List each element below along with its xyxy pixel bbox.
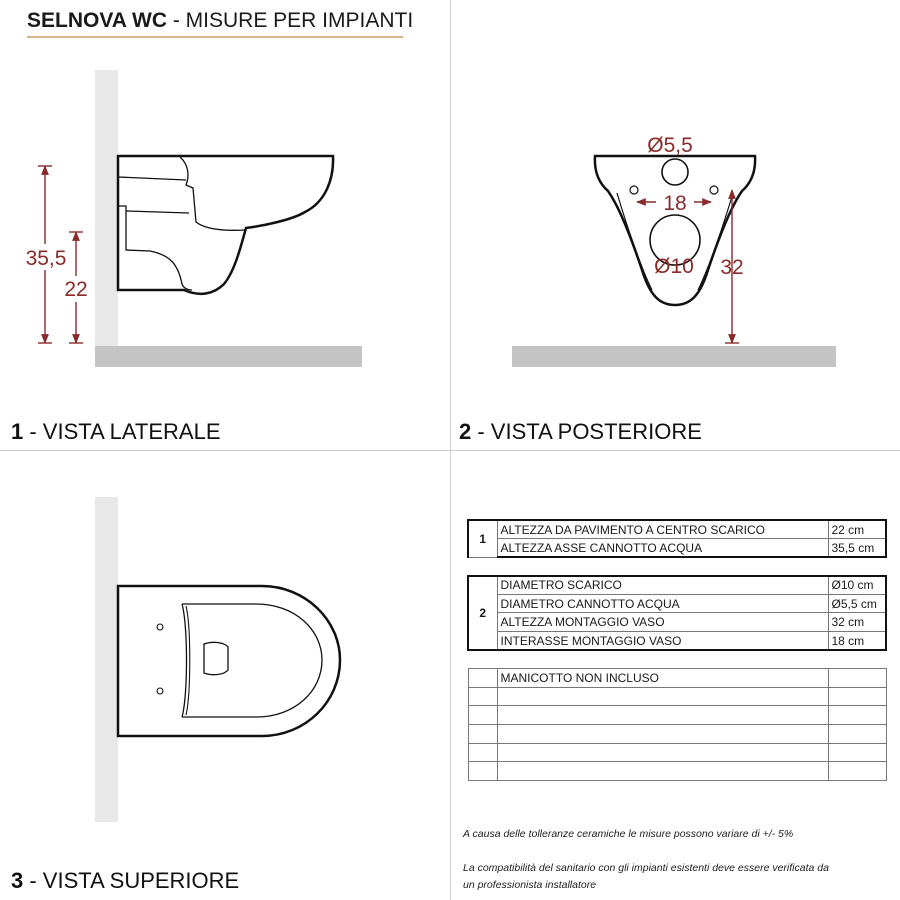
table-row (468, 576, 886, 595)
table-row (468, 743, 886, 762)
group1-id: 1 (468, 520, 497, 557)
group2-row4-label: INTERASSE MONTAGGIO VASO (497, 632, 828, 651)
rear-view-number: 2 (459, 419, 472, 444)
rear-fix-hole-left (630, 186, 638, 194)
side-wall (95, 70, 118, 346)
rear-dim-drain-label: Ø10 (654, 255, 694, 278)
rear-dim-pipe-label: Ø5,5 (647, 134, 693, 157)
group2-row2-label: DIAMETRO CANNOTTO ACQUA (497, 594, 828, 613)
table-row (468, 557, 886, 576)
rear-view-text: - VISTA POSTERIORE (471, 419, 702, 444)
group2-id: 2 (468, 576, 497, 650)
side-bowl-outline (118, 156, 333, 294)
compatibility-note-line1: La compatibilità del sanitario con gli impianti esistenti deve essere verificata da (463, 862, 829, 874)
side-view-drawing (24, 70, 362, 367)
title-rest: - MISURE PER IMPIANTI (167, 9, 414, 32)
top-view-drawing (95, 497, 340, 822)
group1-row1-label: ALTEZZA DA PAVIMENTO A CENTRO SCARICO (497, 520, 828, 539)
rear-floor (512, 346, 836, 367)
rear-view-drawing (512, 134, 836, 367)
group2-row3-value: 32 cm (828, 613, 886, 632)
table-row (468, 687, 886, 706)
group2-row1-label: DIAMETRO SCARICO (497, 576, 828, 595)
side-view-text: - VISTA LATERALE (23, 419, 221, 444)
top-view-label (11, 868, 239, 894)
table-row (468, 762, 886, 781)
side-view-label (11, 419, 221, 445)
rear-dim-height-label: 32 (720, 256, 744, 279)
top-bowl-outline (118, 586, 340, 736)
title-brand: SELNOVA WC (27, 9, 167, 32)
spec-table (467, 519, 887, 781)
compatibility-note-line2: un professionista installatore (463, 879, 597, 891)
table-row (468, 706, 886, 725)
side-dim-total-label: 35,5 (25, 247, 67, 270)
group2-row3-label: ALTEZZA MONTAGGIO VASO (497, 613, 828, 632)
top-fix-hole-upper (157, 624, 163, 630)
top-drain-opening (204, 642, 228, 674)
table-row (468, 632, 886, 651)
top-view-text: - VISTA SUPERIORE (23, 868, 240, 893)
group1-row1-value: 22 cm (828, 520, 886, 539)
rear-fix-hole-right (710, 186, 718, 194)
table-row (468, 539, 886, 558)
top-wall (95, 497, 118, 822)
group2-row1-value: Ø10 cm (828, 576, 886, 595)
group1-row2-label: ALTEZZA ASSE CANNOTTO ACQUA (497, 539, 828, 558)
table-row (468, 650, 886, 669)
side-view-number: 1 (11, 419, 24, 444)
top-fix-hole-lower (157, 688, 163, 694)
table-row (468, 594, 886, 613)
rear-view-label (459, 419, 702, 445)
table-row (468, 669, 886, 688)
group2-row4-value: 18 cm (828, 632, 886, 651)
group1-row2-value: 35,5 cm (828, 539, 886, 558)
side-floor (95, 346, 362, 367)
table-row (468, 613, 886, 632)
table-row (468, 520, 886, 539)
rear-pipe-hole (662, 159, 688, 185)
rear-dim-spacing-label: 18 (663, 192, 687, 215)
top-view-number: 3 (11, 868, 24, 893)
side-dim-drain-label: 22 (64, 278, 88, 301)
tolerance-note: A causa delle tolleranze ceramiche le misure possono variare di +/- 5% (463, 828, 794, 840)
table-row (468, 725, 886, 744)
extra-note-cell: MANICOTTO NON INCLUSO (497, 669, 828, 688)
group2-row2-value: Ø5,5 cm (828, 594, 886, 613)
